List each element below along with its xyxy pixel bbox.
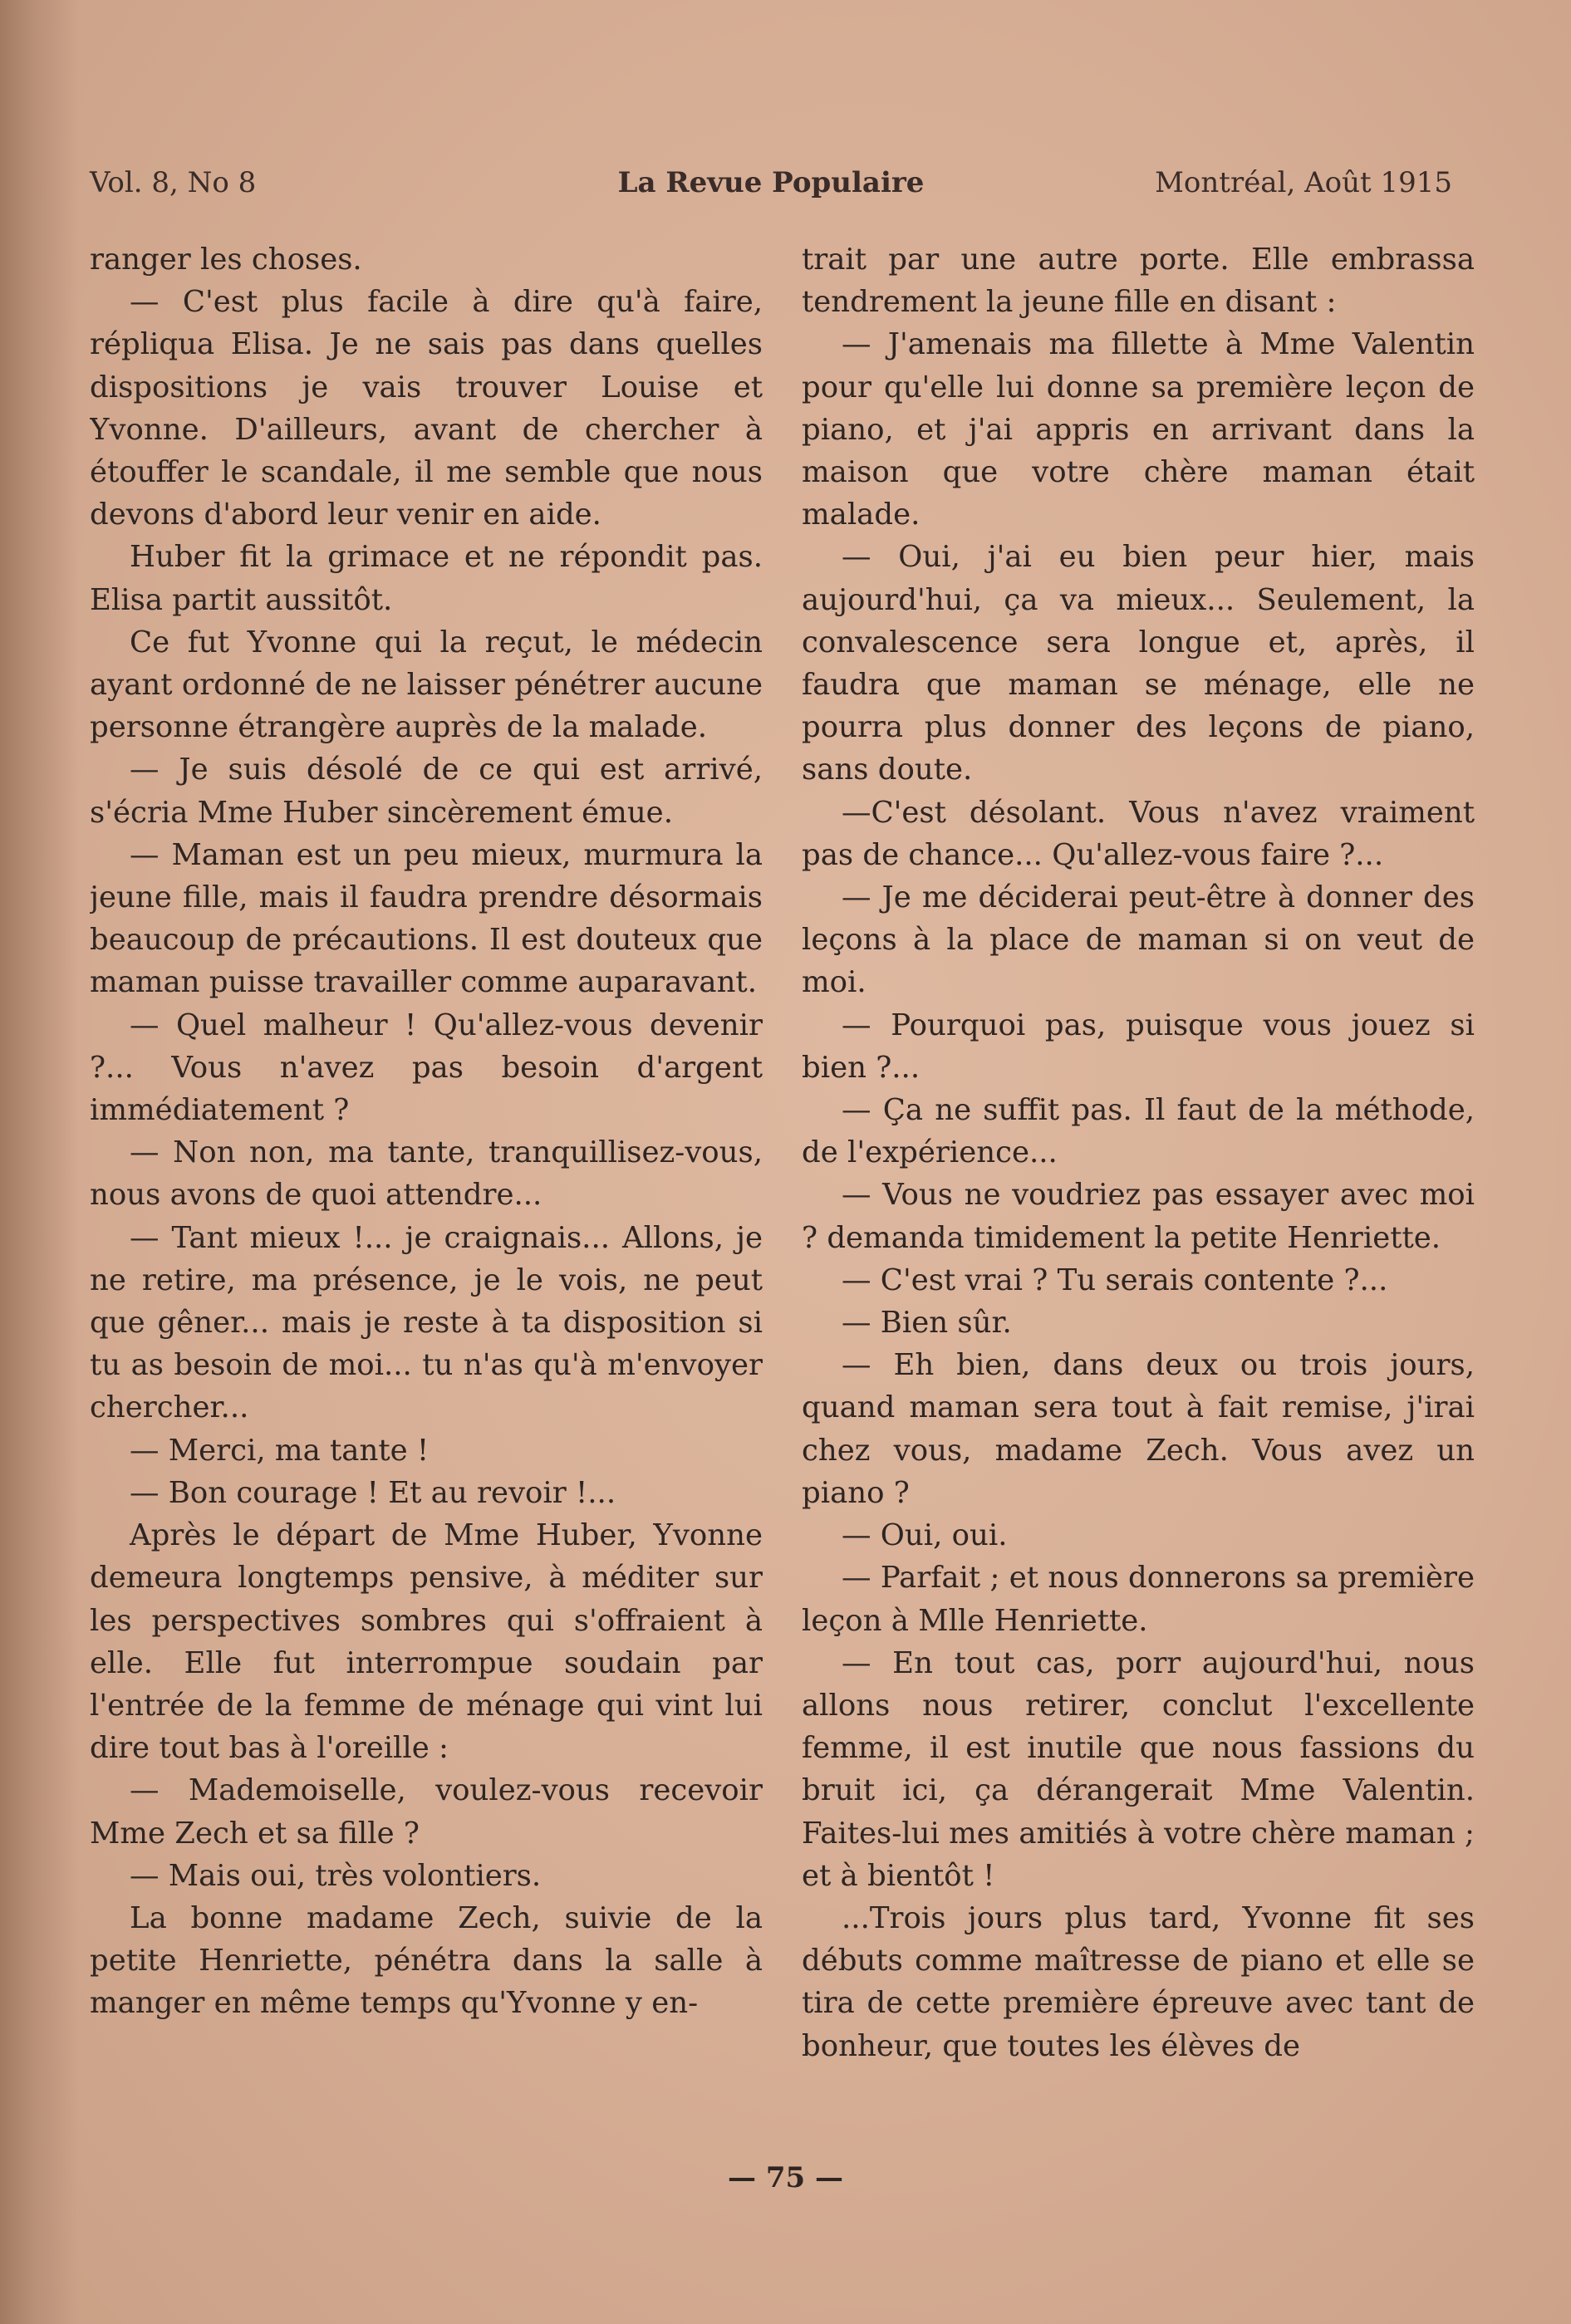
page-number: — 75 — (728, 2161, 843, 2194)
paragraph: — Ça ne suffit pas. Il faut de la méthode, de l'expérience... (802, 1093, 1475, 1170)
paragraph: — Pourquoi pas, puisque vous jouez si bien ?... (802, 1008, 1475, 1085)
page-edge-shadow (0, 0, 79, 2324)
paragraph: — Oui, j'ai eu bien peur hier, mais aujourd'hui, ça va mieux... Seulement, la convalescence sera longue et, après, il faudra que maman se ménage, elle ne pourra plus donner des leçons de piano, sans doute. (802, 540, 1475, 787)
header-date: Montréal, Août 1915 (1155, 166, 1452, 199)
paragraph: Huber fit la grimace et ne répondit pas. Elisa partit aussitôt. (90, 540, 763, 617)
paragraph: — Mais oui, très volontiers. (130, 1858, 542, 1893)
paragraph: — Quel malheur ! Qu'allez-vous devenir ?... Vous n'avez pas besoin d'argent immédiatement ? (90, 1008, 763, 1128)
paragraph: — Parfait ; et nous donnerons sa première leçon à Mlle Henriette. (802, 1561, 1475, 1638)
header-volume: Vol. 8, No 8 (90, 166, 257, 199)
text-column-left (90, 238, 763, 2107)
paragraph: — C'est vrai ? Tu serais contente ?... (842, 1263, 1388, 1297)
paragraph: Après le départ de Mme Huber, Yvonne demeura longtemps pensive, à méditer sur les perspectives sombres qui s'offraient à elle. Elle fut interrompue soudain par l'entrée de la femme de ménage qui vint lui dire tout bas à l'oreille : (90, 1518, 763, 1766)
paragraph: — Je me déciderai peut-être à donner des leçons à la place de maman si on veut de moi. (802, 880, 1475, 1000)
paragraph: — Mademoiselle, voulez-vous recevoir Mme Zech et sa fille ? (90, 1773, 763, 1851)
paragraph: — Bien sûr. (842, 1306, 1012, 1341)
header-title: La Revue Populaire (617, 166, 925, 199)
paragraph: — C'est plus facile à dire qu'à faire, répliqua Elisa. Je ne sais pas dans quelles dispositions je vais trouver Louise et Yvonne. D'ailleurs, avant de chercher à étouffer le scandale, il me semble que nous devons d'abord leur venir en aide. (90, 285, 763, 532)
paragraph: — Je suis désolé de ce qui est arrivé, s'écria Mme Huber sincèrement émue. (90, 753, 763, 830)
running-header (90, 166, 1452, 209)
paragraph: ...Trois jours plus tard, Yvonne fit ses débuts comme maîtresse de piano et elle se tira de cette première épreuve avec tant de bonheur, que toutes les élèves de (802, 1900, 1475, 2063)
paragraph: — Vous ne voudriez pas essayer avec moi ? demanda timidement la petite Henriette. (802, 1178, 1475, 1255)
paragraph: La bonne madame Zech, suivie de la petite Henriette, pénétra dans la salle à manger en même temps qu'Yvonne y en- (90, 1900, 763, 2021)
paragraph: — Eh bien, dans deux ou trois jours, quand maman sera tout à fait remise, j'irai chez vous, madame Zech. Vous avez un piano ? (802, 1348, 1475, 1510)
paragraph: — En tout cas, porr aujourd'hui, nous allons nous retirer, conclut l'excellente femme, il est inutile que nous fassions du bruit ici, ça dérangerait Mme Valentin. Faites-lui mes amitiés à votre chère maman ; et à bientôt ! (802, 1645, 1475, 1893)
paragraph: — J'amenais ma fillette à Mme Valentin pour qu'elle lui donne sa première leçon de piano, et j'ai appris en arrivant dans la maison que votre chère maman était malade. (802, 327, 1475, 532)
paragraph: — Maman est un peu mieux, murmura la jeune fille, mais il faudra prendre désormais beaucoup de précautions. Il est douteux que maman puisse travailler comme auparavant. (90, 837, 763, 1000)
paragraph: —C'est désolant. Vous n'avez vraiment pas de chance... Qu'allez-vous faire ?... (802, 795, 1475, 872)
text-column-right (802, 238, 1475, 2107)
paragraph: — Bon courage ! Et au revoir !... (130, 1475, 616, 1510)
paragraph: ranger les choses. (90, 243, 362, 277)
paragraph: trait par une autre porte. Elle embrassa tendrement la jeune fille en disant : (802, 243, 1475, 320)
paragraph: — Oui, oui. (842, 1518, 1008, 1553)
paragraph: — Merci, ma tante ! (130, 1433, 430, 1468)
paragraph: — Tant mieux !... je craignais... Allons, je ne retire, ma présence, je le vois, ne peut que gêner... mais je reste à ta disposition si tu as besoin de moi... tu n'as qu'à m'envoyer chercher... (90, 1220, 763, 1425)
paragraph: Ce fut Yvonne qui la reçut, le médecin ayant ordonné de ne laisser pénétrer aucune personne étrangère auprès de la malade. (90, 625, 763, 745)
paragraph: — Non non, ma tante, tranquillisez-vous, nous avons de quoi attendre... (90, 1135, 763, 1213)
